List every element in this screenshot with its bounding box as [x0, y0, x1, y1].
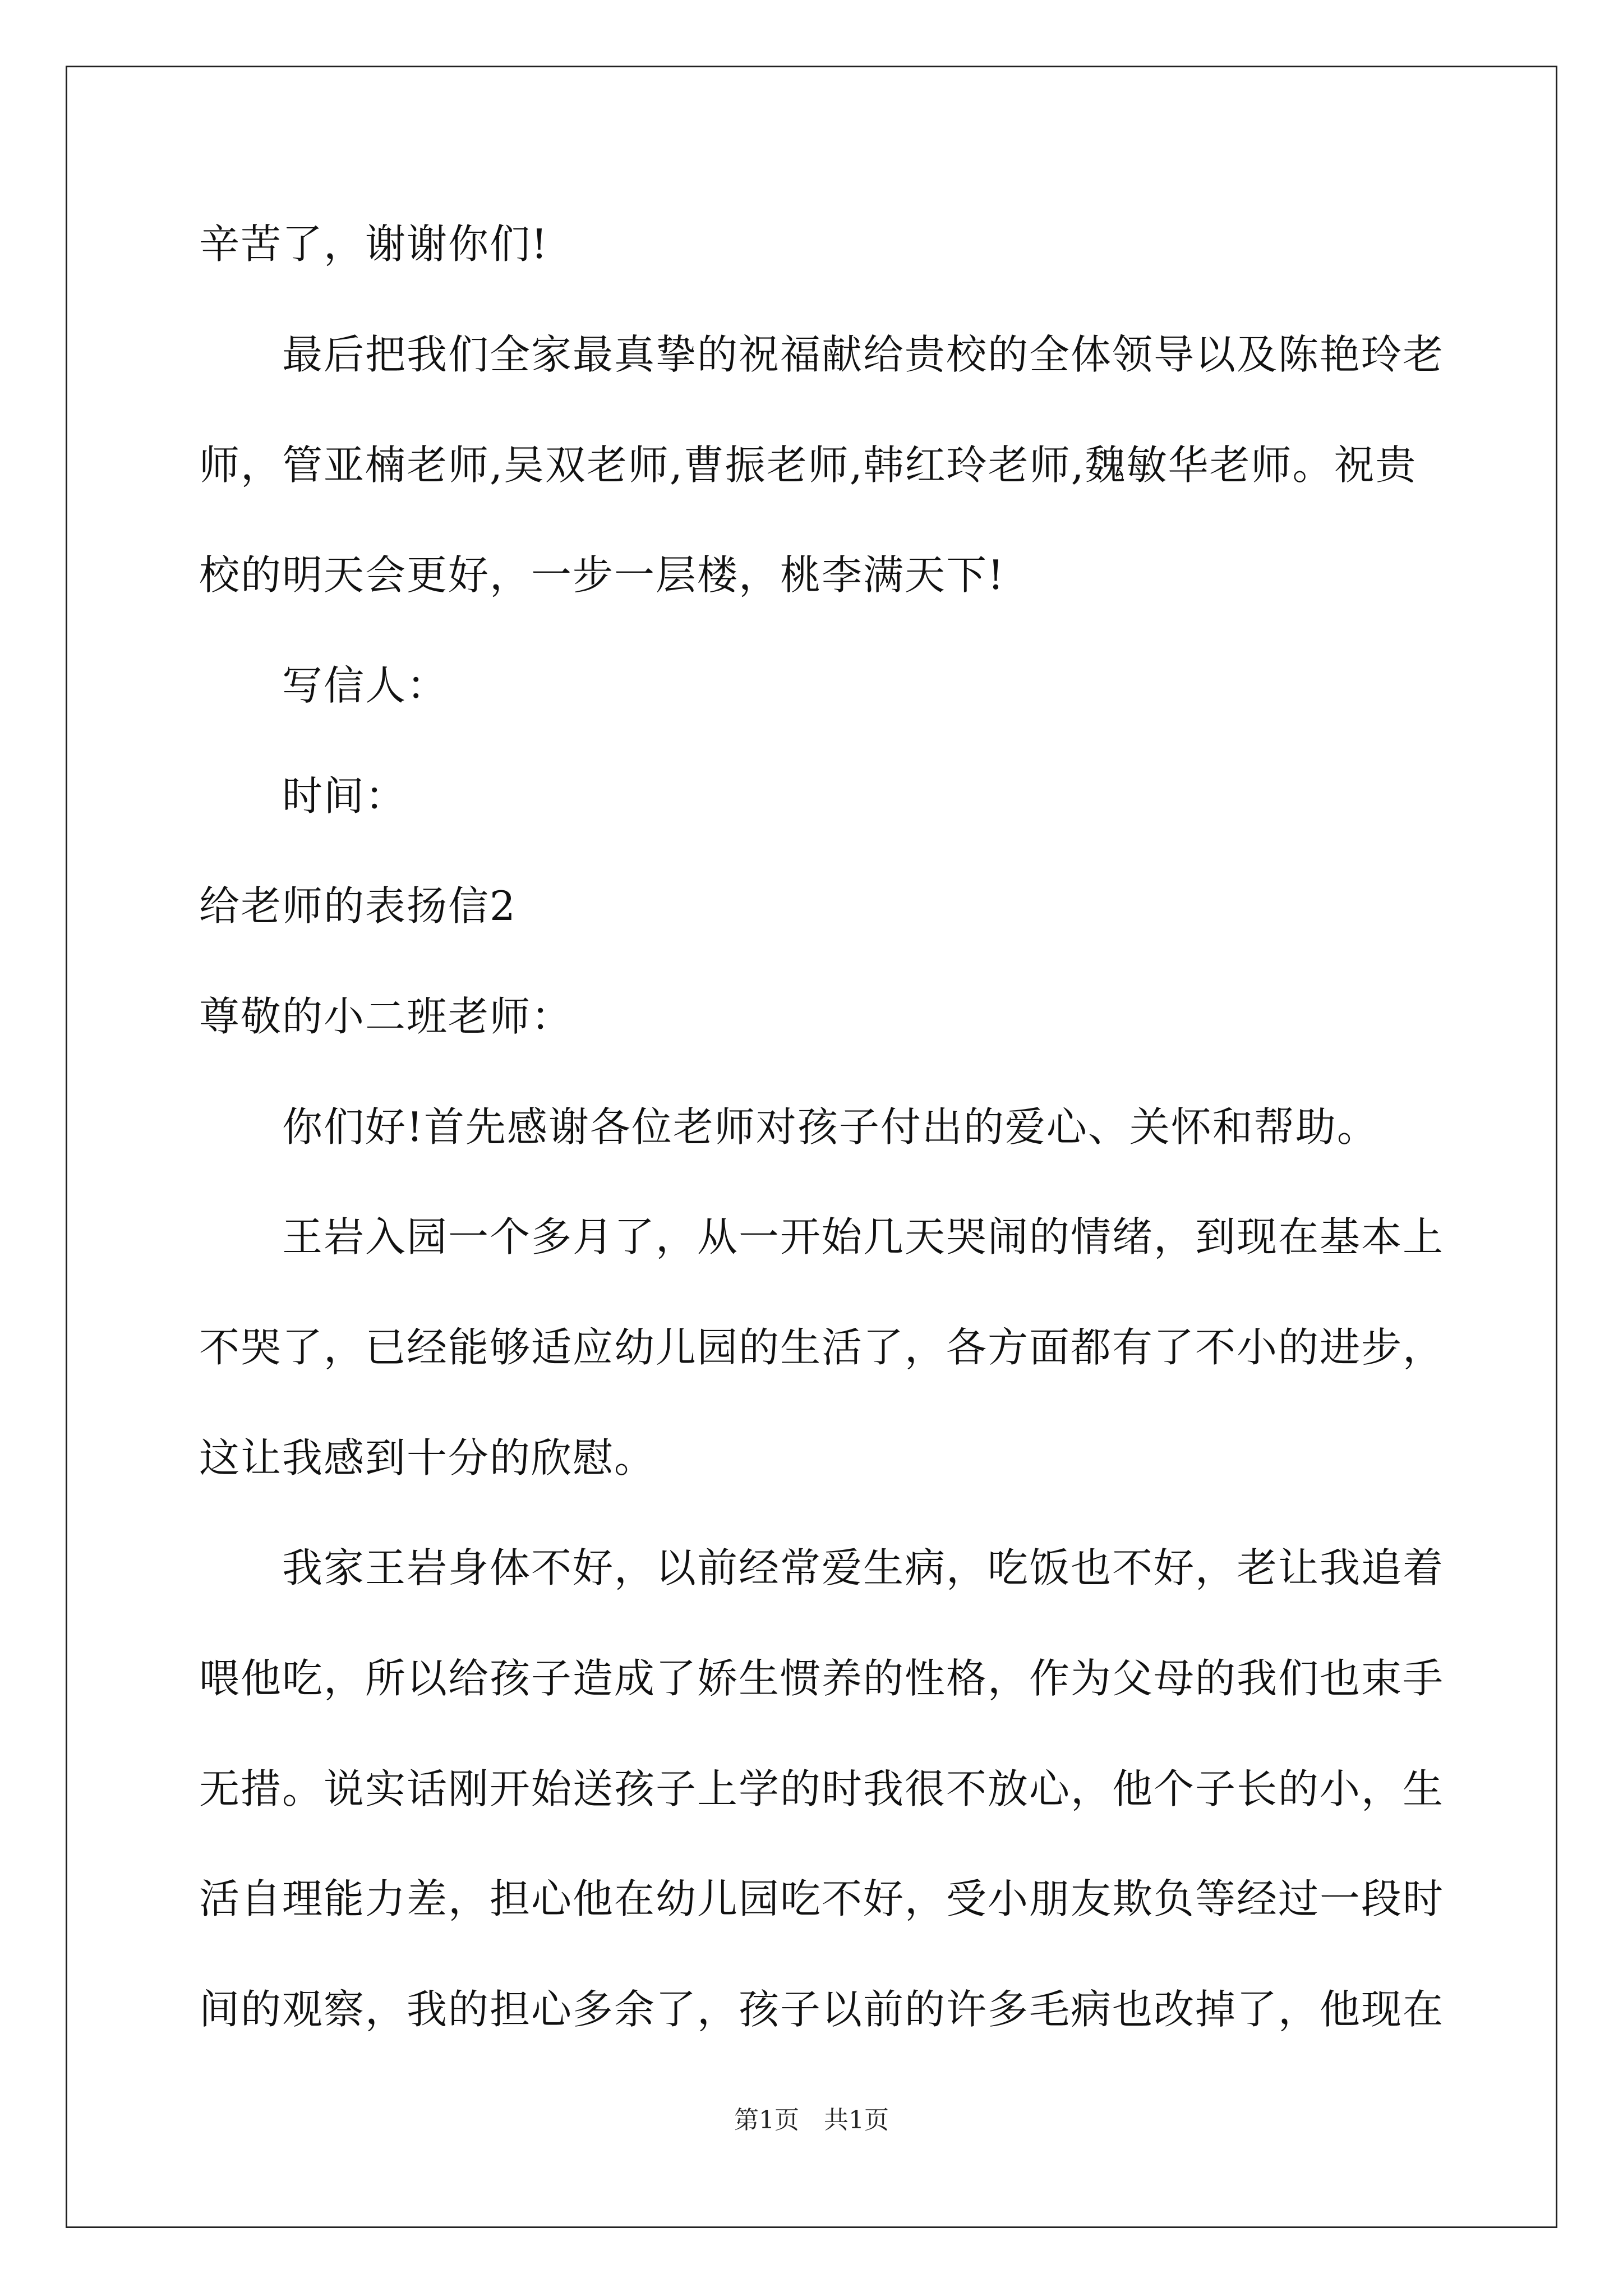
- text-line: 活自理能力差，担心他在幼儿园吃不好，受小朋友欺负等经过一段时: [199, 1875, 1445, 1922]
- text-line: 这让我感到十分的欣慰。: [199, 1434, 656, 1481]
- section-title: 给老师的表扬信2: [199, 882, 517, 930]
- text-line: 喂他吃，所以给孩子造成了娇生惯养的性格，作为父母的我们也束手: [199, 1655, 1445, 1702]
- salutation: 尊敬的小二班老师：: [199, 993, 573, 1040]
- text-line: 师，管亚楠老师,吴双老师,曹振老师,韩红玲老师,魏敏华老师。祝贵: [199, 441, 1417, 489]
- page-footer: 第1页 共1页: [734, 2106, 889, 2134]
- text-line: 辛苦了，谢谢你们!: [199, 220, 548, 268]
- text-line: 时间：: [282, 772, 407, 820]
- text-line: 校的明天会更好，一步一层楼，桃李满天下!: [199, 551, 1005, 599]
- text-line: 写信人：: [282, 662, 449, 709]
- text-line: 不哭了，已经能够适应幼儿园的生活了，各方面都有了不小的进步，: [199, 1324, 1445, 1371]
- text-line: 最后把我们全家最真挚的祝福献给贵校的全体领导以及陈艳玲老: [282, 331, 1445, 378]
- text-line: 间的观察，我的担心多余了，孩子以前的许多毛病也改掉了，他现在: [199, 1986, 1445, 2033]
- text-line: 我家王岩身体不好，以前经常爱生病，吃饭也不好，老让我追着: [282, 1544, 1445, 1591]
- text-line: 无措。说实话刚开始送孩子上学的时我很不放心，他个子长的小，生: [199, 1765, 1445, 1812]
- text-line: 你们好!首先感谢各位老师对孩子付出的爱心、关怀和帮助。: [282, 1103, 1378, 1151]
- text-line: 王岩入园一个多月了，从一开始几天哭闹的情绪，到现在基本上: [282, 1213, 1445, 1260]
